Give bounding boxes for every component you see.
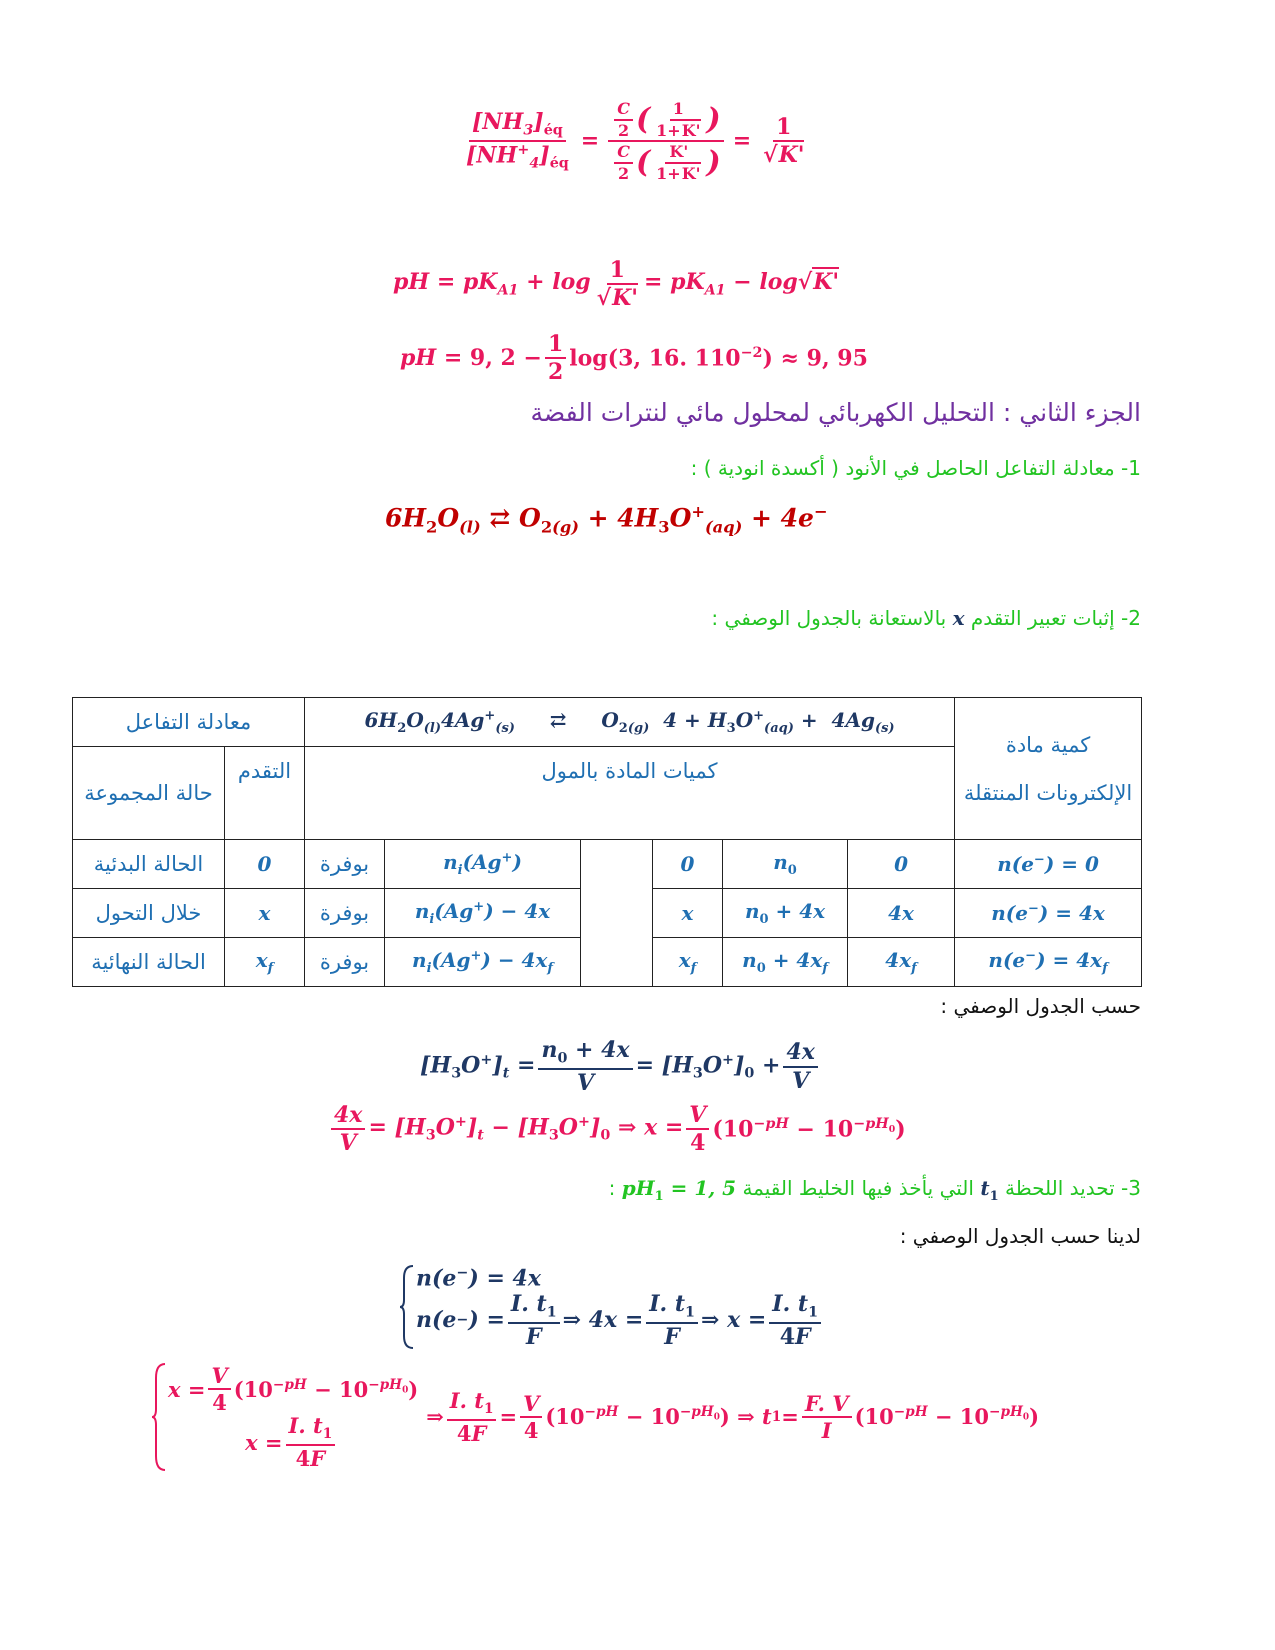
- o2-cell: x: [653, 889, 723, 938]
- state-cell: الحالة النهائية: [73, 938, 225, 987]
- ag-cell: $n_i(Ag^+) - 4x$: [385, 889, 581, 938]
- empty-cell: [581, 840, 653, 987]
- excess-cell: بوفرة: [305, 938, 385, 987]
- table-row: [73, 840, 1142, 889]
- eq-ph-general: pH = $pK_{A1} + \log$ $\frac{1}{√K'}$ = $pK_{A1} - \log√K'$: [393, 257, 840, 312]
- question-1-label: 1- معادلة التفاعل الحاصل في الأنود ( أكسدة انودية ) :: [690, 456, 1141, 480]
- system-1: n(e−) = 4x n(e − ) = $\frac{I. t_1}{F}$ ⇒ 4x = $\frac{I. t_1}{F}$ ⇒ x = $\frac{I. t_1}{4F}$: [398, 1264, 824, 1350]
- eq-h3o-t: $[H_3O^+]_t$ = $\frac{n_0 + 4x}{V}$ = $[H_3O^+]_0$ + $\frac{4x}{V}$: [420, 1038, 821, 1095]
- state-cell: الحالة البدئية: [73, 840, 225, 889]
- electrons-header: كمية مادة الإلكترونات المنتقلة: [955, 698, 1142, 840]
- brace-icon: [398, 1264, 416, 1350]
- excess-cell: بوفرة: [305, 889, 385, 938]
- electron-cell: n(e−) = 4x: [955, 889, 1142, 938]
- advance-header: التقدم: [225, 747, 305, 840]
- o2-cell: 0: [653, 840, 723, 889]
- electron-cell: $n(e^-) = 4x_f$: [955, 938, 1142, 987]
- state-header: حالة المجموعة: [73, 747, 225, 840]
- ag-solid-cell: 4x: [848, 889, 955, 938]
- eq-x-ph: $\frac{4x}{V}$ = $[H_3O^+]_t - [H_3O^+]_0$ ⇒ x = $\frac{V}{4}$ $(10^{-pH} - 10^{-pH_0})$: [328, 1103, 906, 1155]
- table-equation: $6H_2O_{(l)}4Ag^+_{(s)}$ ⇄ $O_{2(g)}$ $4 + H_3O^+_{(aq)} + 4Ag_{(s)}$: [305, 698, 955, 747]
- ag-solid-cell: $4x_f$: [848, 938, 955, 987]
- we-have-label: لدينا حسب الجدول الوصفي :: [899, 1224, 1141, 1248]
- system-2: x = $\frac{V}{4}$ $(10^{-pH} - 10^{-pH_0})$ x = $\frac{I. t_1}{4F}$ ⇒ $\frac{I. t_1}{4F}$ = $\frac{V}{4}$ $(10^{-pH} - 10^{-pH_0})$ ⇒ t 1 = $\frac{F. V}{I}$ $(10^{-pH} - 10^{-pH_0})$: [150, 1362, 1039, 1472]
- o2-cell: $x_f$: [653, 938, 723, 987]
- reaction-table: [72, 697, 1142, 987]
- h3o-cell: $n_0 + 4x$: [723, 889, 848, 938]
- according-table-label: حسب الجدول الوصفي :: [940, 994, 1141, 1018]
- advance-cell: $x_f$: [225, 938, 305, 987]
- eq-ratio: $\frac{[NH_3]_{éq}}{[NH^+_4]_{éq}}$ = $\frac{C}{2}$ ( $\frac{1}{1+K'}$ ) $\frac{C}{2}$ ( $\frac{K'}{1+K'}$ ) = $\frac{1}{√K'}$: [466, 99, 805, 183]
- ag-solid-cell: 0: [848, 840, 955, 889]
- advance-cell: 0: [225, 840, 305, 889]
- header-equation-label: معادلة التفاعل: [73, 698, 305, 747]
- advance-cell: x: [225, 889, 305, 938]
- h3o-cell: $n_0 + 4x_f$: [723, 938, 848, 987]
- electron-cell: n(e−) = 0: [955, 840, 1142, 889]
- state-cell: خلال التحول: [73, 889, 225, 938]
- brace-icon: [150, 1362, 168, 1472]
- ag-cell: $n_i(Ag^+) - 4x_f$: [385, 938, 581, 987]
- amounts-header: كميات المادة بالمول: [305, 747, 955, 840]
- excess-cell: بوفرة: [305, 840, 385, 889]
- question-3-label: 3- تحديد اللحظة $t_1$ التي يأخذ فيها الخليط القيمة $pH_1 = 1$, 5 :: [608, 1176, 1141, 1204]
- ag-cell: $n_i(Ag^+)$: [385, 840, 581, 889]
- question-2-label: 2- إثبات تعبير التقدم x بالاستعانة بالجدول الوصفي :: [711, 606, 1141, 630]
- part2-title: الجزء الثاني : التحليل الكهربائي لمحلول مائي لنترات الفضة: [530, 398, 1141, 427]
- eq-ph-value: pH = 9, 2 − $\frac{1}{2}$ log(3, 16. $110^{-2}) \approx 9$, 95: [400, 331, 868, 386]
- h3o-cell: $n_0$: [723, 840, 848, 889]
- anode-equation: $6H_2O_{(l)}$ ⇄ $O_{2(g)} + 4H_3O^+_{(aq)} + 4e^-$: [385, 502, 828, 537]
